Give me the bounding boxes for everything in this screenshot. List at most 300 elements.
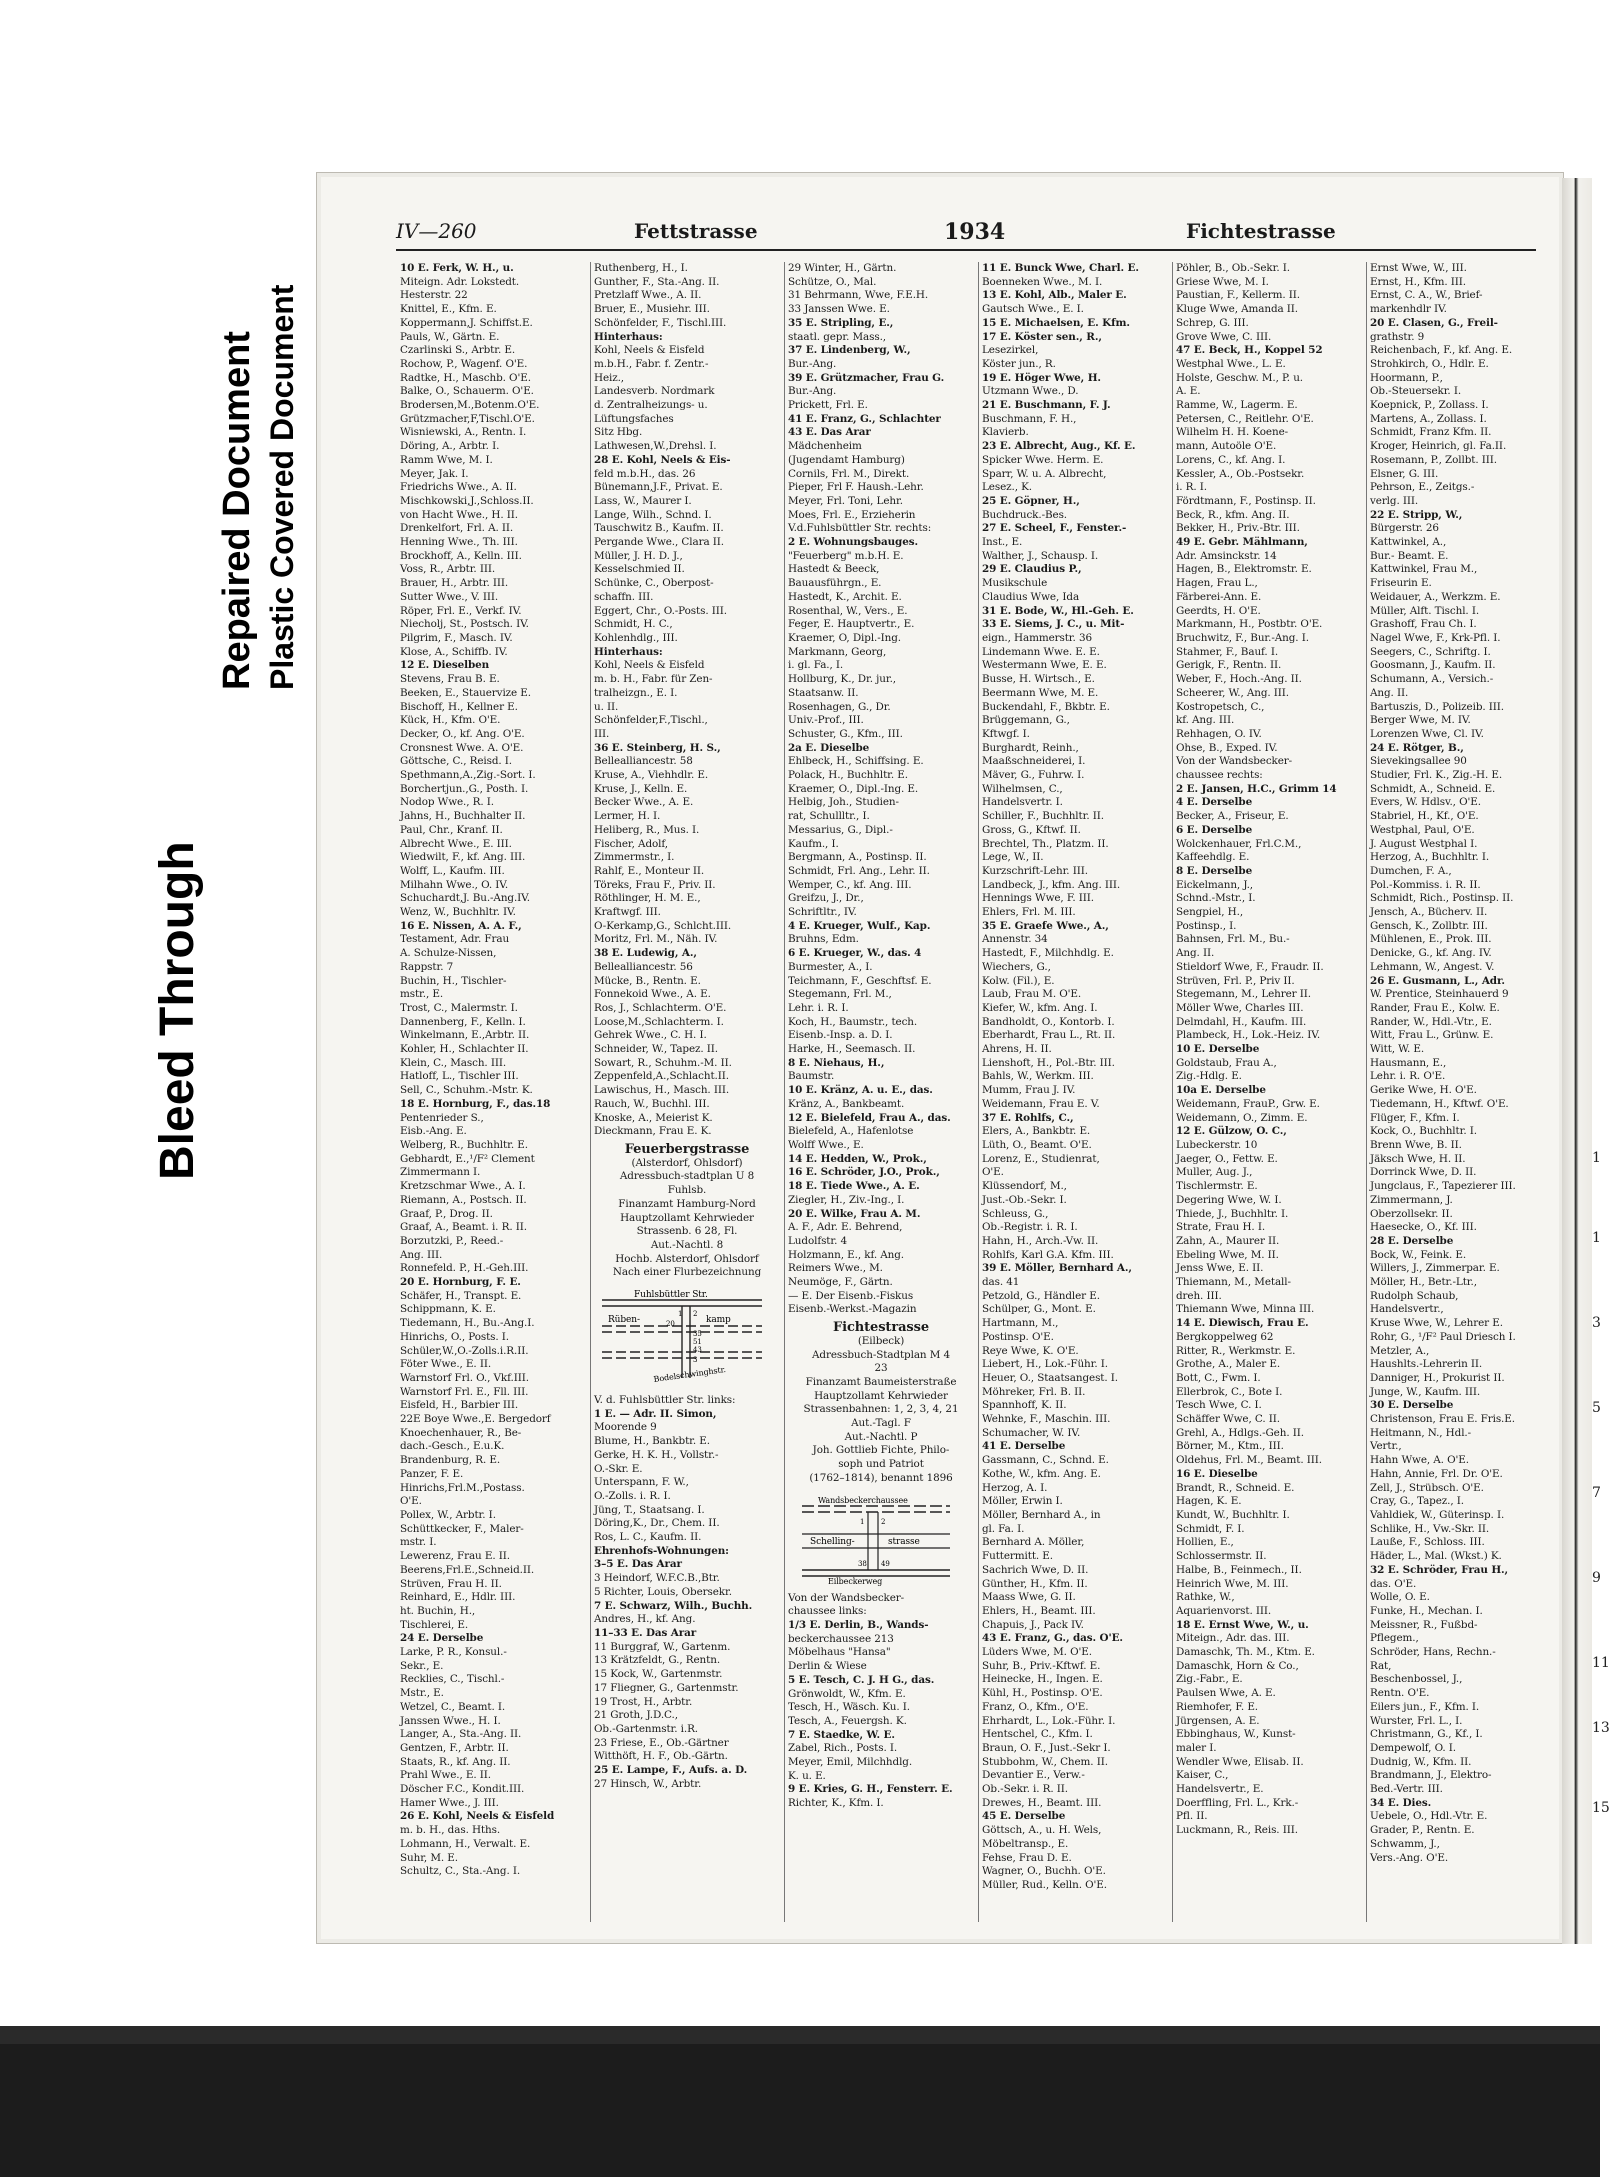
street-section-line: Joh. Gottlieb Fichte, Philo-: [812, 1444, 950, 1457]
directory-entry: A. Schulze-Nissen,: [400, 947, 497, 960]
directory-entry: 15 E. Michaelsen, E. Kfm.: [982, 316, 1130, 329]
directory-entry: Ehrenhofs-Wohnungen:: [594, 1544, 729, 1557]
directory-entry: Koepnick, P., Zollass. I.: [1370, 399, 1489, 412]
directory-entry: Lorenzen Wwe, Cl. IV.: [1370, 727, 1484, 740]
directory-entry: m. b. H., Fabr. für Zen-: [594, 673, 713, 686]
directory-entry: Tischlerei, E.: [400, 1618, 469, 1631]
directory-entry: Balke, O., Schauerm. O'E.: [400, 385, 534, 398]
directory-column-6: [1370, 262, 1556, 1922]
directory-entry: Rosenhagen, G., Dr.: [788, 700, 891, 713]
directory-entry: Stubbohm, W., Chem. II.: [982, 1755, 1108, 1768]
directory-entry: Zimmermstr., I.: [594, 851, 675, 864]
directory-entry: 11 E. Bunck Wwe, Charl. E.: [982, 262, 1139, 274]
street-section-line: Aut.-Tagl. F: [851, 1417, 911, 1430]
street-section-line: Hauptzollamt Kehrwieder: [620, 1211, 754, 1224]
directory-entry: Maass Wwe, G. II.: [982, 1591, 1076, 1604]
directory-entry: Möller Wwe, Charles III.: [1176, 1001, 1304, 1014]
directory-entry: Becker Wwe., A. E.: [594, 796, 694, 809]
directory-entry: Staats, R., kf. Ang. II.: [400, 1755, 511, 1768]
directory-entry: Buchin, H., Tischler-: [400, 974, 507, 987]
directory-entry: Vahldiek, W., Güterinsp. I.: [1370, 1508, 1505, 1521]
directory-entry: Wiedwilt, F., kf. Ang. III.: [400, 851, 526, 864]
directory-entry: Kessler, A., Ob.-Postsekr.: [1176, 467, 1305, 480]
directory-entry: Lüftungsfaches: [594, 412, 674, 425]
directory-entry: Pehrson, E., Zeitgs.-: [1370, 481, 1475, 494]
directory-entry: Zig.-Hdlg. E.: [1176, 1070, 1242, 1083]
directory-entry: Töreks, Frau F., Priv. II.: [594, 878, 716, 891]
directory-entry: Gentzen, F., Arbtr. II.: [400, 1741, 509, 1754]
directory-entry: Heliberg, R., Mus. I.: [594, 823, 700, 836]
directory-entry: Heuer, O., Staatsangest. I.: [982, 1371, 1118, 1384]
directory-entry: Boenneken Wwe., M. I.: [982, 275, 1103, 288]
directory-entry: 39 E. Möller, Bernhard A.,: [982, 1262, 1132, 1275]
directory-entry: m.b.H., Fabr. f. Zentr.-: [594, 357, 709, 370]
directory-entry: Kraemer, O., Dipl.-Ing. E.: [788, 782, 919, 795]
directory-entry: Beerens,Frl.E.,Schneid.II.: [400, 1563, 535, 1576]
directory-entry: 19 Trost, H., Arbtr.: [594, 1695, 693, 1708]
directory-entry: 8 E. Niehaus, H.,: [788, 1056, 885, 1069]
directory-entry: gl. Fa. I.: [982, 1522, 1025, 1535]
directory-entry: Weidemann, Frau E. V.: [982, 1097, 1100, 1110]
directory-entry: Eisenb.-Insp. a. D. I.: [788, 1029, 893, 1042]
directory-entry: Ros, J., Schlachterm. O'E.: [594, 1001, 727, 1014]
directory-entry: Hahn, H., Arch.-Vw. II.: [982, 1234, 1099, 1247]
directory-entry: Bahnsen, Frl. M., Bu.-: [1176, 933, 1290, 946]
directory-entry: Chapuis, J., Pack IV.: [982, 1618, 1084, 1631]
directory-entry: Kothe, W., kfm. Ang. E.: [982, 1467, 1101, 1480]
directory-entry: Tesch Wwe, C. I.: [1176, 1399, 1262, 1412]
directory-entry: Jaeger, O., Fettw. E.: [1176, 1152, 1278, 1165]
directory-entry: Schuster, G., Kfm., III.: [788, 727, 903, 740]
directory-entry: Ernst Wwe, W., III.: [1370, 262, 1467, 274]
directory-entry: mstr. I.: [400, 1536, 437, 1549]
directory-entry: 17 E. Köster sen., R.,: [982, 330, 1102, 343]
directory-entry: 45 E. Derselbe: [982, 1810, 1066, 1823]
directory-entry: Radtke, H., Maschb. O'E.: [400, 371, 531, 384]
directory-entry: Schumacher, W. IV.: [982, 1426, 1081, 1439]
directory-entry: 21 Groth, J.D.C.,: [594, 1709, 678, 1722]
directory-entry: Decker, O., kf. Ang. O'E.: [400, 727, 525, 740]
directory-entry: Sekr., E.: [400, 1659, 444, 1672]
directory-entry: Holzmann, E., kf. Ang.: [788, 1248, 904, 1261]
directory-entry: Lüders Wwe, M. O'E.: [982, 1646, 1092, 1659]
directory-entry: Zimmermann I.: [400, 1166, 481, 1179]
directory-entry: Hinrichs,Frl.M.,Postass.: [400, 1481, 525, 1494]
map-house-number: 2: [693, 1310, 698, 1319]
directory-entry: Heinrich Wwe, M. III.: [1176, 1577, 1289, 1590]
map-label: Rüben-: [608, 1315, 640, 1326]
directory-entry: Eickelmann, J.,: [1176, 878, 1253, 891]
directory-entry: Christmann, G., Kf., I.: [1370, 1728, 1483, 1741]
directory-entry: Holste, Geschw. M., P. u.: [1176, 371, 1303, 384]
directory-entry: Sachrich Wwe, D. II.: [982, 1563, 1089, 1576]
directory-entry: Schneider, W., Tapez. II.: [594, 1043, 719, 1056]
directory-entry: Schlike, H., Vw.-Skr. II.: [1370, 1522, 1490, 1535]
street-map-svg: [594, 1286, 770, 1386]
directory-entry: Tauschwitz B., Kaufm. II.: [594, 522, 724, 535]
directory-entry: Dieckmann, Frau E. K.: [594, 1125, 712, 1138]
directory-entry: 23 Friese, E., Ob.-Gärtner: [594, 1736, 729, 1749]
directory-entry: Eberhardt, Frau L., Rt. II.: [982, 1029, 1116, 1042]
directory-entry: 12 E. Dieselben: [400, 659, 490, 672]
directory-entry: Christenson, Frau E. Fris.E.: [1370, 1413, 1515, 1426]
directory-entry: Bischoff, H., Kellner E.: [400, 700, 518, 713]
directory-entry: Busse, H. Wirtsch., E.: [982, 673, 1095, 686]
directory-entry: Hoormann, P.,: [1370, 371, 1443, 384]
directory-entry: Tischlermstr. E.: [1176, 1180, 1258, 1193]
directory-entry: 17 Fliegner, G., Gartenmstr.: [594, 1681, 739, 1694]
directory-entry: 43 E. Franz, G., das. O'E.: [982, 1632, 1123, 1645]
directory-entry: Suhr, B., Priv.-Kftwf. E.: [982, 1659, 1101, 1672]
directory-entry: 1 E. — Adr. II. Simon,: [594, 1407, 717, 1420]
directory-entry: Lathwesen,W.,Drehsl. I.: [594, 440, 717, 453]
directory-entry: Heiz.,: [594, 371, 625, 384]
directory-entry: Rohlfs, Karl G.A. Kfm. III.: [982, 1248, 1114, 1261]
directory-entry: Greifzu, J., Dr.,: [788, 892, 864, 905]
directory-entry: Ludolfstr. 4: [788, 1234, 848, 1247]
directory-entry: Dannenberg, F., Kelln. I.: [400, 1015, 526, 1028]
directory-entry: chaussee links:: [788, 1605, 867, 1618]
directory-entry: Lesez., K.: [982, 481, 1032, 494]
directory-entry: Voss, R., Arbtr. III.: [400, 563, 496, 576]
directory-entry: Bergmann, A., Postinsp. II.: [788, 851, 927, 864]
directory-entry: Rochow, P., Wagenf. O'E.: [400, 357, 528, 370]
directory-entry: Czarlinski S., Arbtr. E.: [400, 344, 516, 357]
directory-entry: Schmidt, Franz Kfm. II.: [1370, 426, 1492, 439]
directory-entry: Kattwinkel, A.,: [1370, 536, 1447, 549]
directory-entry: Kock, O., Buchhltr. I.: [1370, 1125, 1477, 1138]
directory-entry: Hennings Wwe, F. III.: [982, 892, 1094, 905]
directory-entry: Ob.-Gartenmstr. i.R.: [594, 1722, 699, 1735]
street-section-line: Finanzamt Hamburg-Nord: [618, 1197, 756, 1210]
directory-entry: Futtermitt. E.: [982, 1550, 1053, 1563]
directory-entry: 26 E. Gusmann, L., Adr.: [1370, 974, 1505, 987]
directory-entry: Kesselschmied II.: [594, 563, 685, 576]
directory-entry: Kretzschmar Wwe., A. I.: [400, 1180, 526, 1193]
edge-digit: 7: [1592, 1485, 1601, 1501]
directory-entry: Stevens, Frau B. E.: [400, 673, 500, 686]
directory-entry: Hartmann, M.,: [982, 1317, 1059, 1330]
directory-entry: 37 E. Rohlfs, C.,: [982, 1111, 1074, 1124]
directory-entry: Gunther, F., Sta.-Ang. II.: [594, 275, 720, 288]
directory-entry: feld m.b.H., das. 26: [594, 467, 696, 480]
map-label: strasse: [888, 1536, 920, 1547]
directory-entry: Röthlinger, H. M. E.,: [594, 892, 701, 905]
directory-entry: Henning Wwe., Th. III.: [400, 536, 518, 549]
directory-entry: Kruse, J., Kelln. E.: [594, 782, 688, 795]
directory-entry: 43 E. Das Arar: [788, 426, 871, 439]
directory-entry: Gerke, H. K. H., Vollstr.-: [594, 1448, 719, 1461]
directory-entry: Weidemann, O., Zimm. E.: [1176, 1111, 1308, 1124]
directory-entry: Friedrichs Wwe., A. II.: [400, 481, 517, 494]
directory-entry: Jürgensen, A. E.: [1176, 1714, 1260, 1727]
directory-entry: O'E.: [400, 1495, 422, 1508]
directory-entry: Möller, H., Betr.-Ltr.,: [1370, 1276, 1477, 1289]
directory-entry: Wendler Wwe, Elisab. II.: [1176, 1755, 1304, 1768]
directory-entry: Winkelmann, E.,Arbtr. II.: [400, 1029, 530, 1042]
directory-entry: Walther, J., Schausp. I.: [982, 549, 1099, 562]
directory-entry: Aquarienvorst. III.: [1176, 1604, 1272, 1617]
directory-entry: 41 E. Derselbe: [982, 1440, 1066, 1453]
directory-entry: Bartuszis, D., Polizeib. III.: [1370, 700, 1504, 713]
directory-entry: Recklies, C., Tischl.-: [400, 1673, 505, 1686]
directory-entry: u. II.: [594, 700, 619, 713]
directory-entry: 20 E. Wilke, Frau A. M.: [788, 1207, 921, 1220]
directory-entry: 3 Heindorf, W.F.C.B.,Btr.: [594, 1572, 720, 1585]
directory-entry: Studier, Frl. K., Zig.-H. E.: [1370, 769, 1503, 782]
directory-entry: Claudius Wwe, Ida: [982, 590, 1080, 603]
directory-entry: i. gl. Fa., I.: [788, 659, 844, 672]
directory-entry: Lienshoft, H., Pol.-Btr. III.: [982, 1056, 1115, 1069]
directory-entry: Ros, L. C., Kaufm. II.: [594, 1531, 702, 1544]
directory-entry: Ob.-Sekr. i. R. II.: [982, 1783, 1068, 1796]
directory-entry: 14 E. Diewisch, Frau E.: [1176, 1317, 1309, 1330]
directory-entry: Griese Wwe, M. I.: [1176, 275, 1269, 288]
directory-entry: Oberzollsekr. II.: [1370, 1207, 1453, 1220]
directory-entry: O'E.: [982, 1166, 1004, 1179]
directory-entry: Fördtmann, F., Postinsp. II.: [1176, 494, 1316, 507]
directory-entry: Seegers, C., Schriftg. I.: [1370, 645, 1491, 658]
directory-entry: O.-Skr. E.: [594, 1462, 643, 1475]
directory-entry: Burghardt, Reinh.,: [982, 741, 1079, 754]
directory-entry: Derlin & Wiese: [788, 1660, 867, 1673]
page-header: [396, 217, 1536, 251]
directory-entry: Geerdts, H. O'E.: [1176, 604, 1261, 617]
directory-entry: Jungclaus, F., Tapezierer III.: [1370, 1180, 1516, 1193]
directory-entry: 35 E. Stripling, E.,: [788, 316, 894, 329]
directory-entry: maler I.: [1176, 1741, 1217, 1754]
directory-entry: Wilhelm H. H. Koene-: [1176, 426, 1289, 439]
column-divider: [978, 262, 979, 1922]
street-section-line: Aut.-Nachtl. P: [844, 1430, 918, 1443]
directory-entry: Schumann, A., Versich.-: [1370, 673, 1494, 686]
directory-entry: Ramm Wwe, M. I.: [400, 453, 493, 466]
directory-entry: 18 E. Ernst Wwe, W., u.: [1176, 1618, 1309, 1631]
street-section-line: (Eilbeck): [857, 1334, 905, 1347]
directory-entry: Drenkelfort, Frl. A. II.: [400, 522, 514, 535]
directory-entry: 35 E. Graefe Wwe., A.,: [982, 919, 1109, 932]
directory-entry: Bielefeld, A., Hafenlotse: [788, 1125, 914, 1138]
directory-entry: Schlossermstr. II.: [1176, 1550, 1267, 1563]
directory-column-3: [788, 262, 974, 1922]
column-divider: [784, 262, 785, 1922]
directory-entry: Wurster, Frl. L., I.: [1370, 1714, 1463, 1727]
directory-entry: Sitz Hbg.: [594, 426, 643, 439]
directory-entry: Knoske, A., Meierist K.: [594, 1111, 713, 1124]
directory-entry: Just.-Ob.-Sekr. I.: [982, 1193, 1067, 1206]
directory-entry: Brandmann, J., Elektro-: [1370, 1769, 1492, 1782]
directory-entry: 28 E. Derselbe: [1370, 1234, 1454, 1247]
directory-entry: Hastedt & Beeck,: [788, 563, 880, 576]
street-section-title: Feuerbergstrasse: [624, 1142, 750, 1157]
directory-entry: Sievekingsallee 90: [1370, 755, 1467, 768]
directory-entry: Kroger, Heinrich, gl. Fa.II.: [1370, 440, 1507, 453]
street-map: [788, 1492, 964, 1584]
directory-entry: Röper, Frl. E., Verkf. IV.: [400, 604, 522, 617]
directory-entry: Pieper, Frl F. Haush.-Lehr.: [788, 481, 924, 494]
directory-entry: J. August Westphal I.: [1370, 837, 1478, 850]
directory-entry: 33 Janssen Wwe. E.: [788, 303, 890, 316]
directory-entry: Kränz, A., Bankbeamt.: [788, 1097, 905, 1110]
directory-entry: Kluge Wwe, Amanda II.: [1176, 303, 1299, 316]
directory-entry: Doerffling, Frl. L., Krk.-: [1176, 1796, 1299, 1809]
edge-digit: 15: [1592, 1800, 1610, 1816]
directory-entry: Ehrhardt, L., Lok.-Führ. I.: [982, 1714, 1116, 1727]
directory-entry: Zell, J., Strübsch. O'E.: [1370, 1481, 1484, 1494]
map-house-number: 3: [693, 1356, 698, 1365]
directory-entry: Schmidt, H. C.,: [594, 618, 673, 631]
directory-entry: Pretzlaff Wwe., A. II.: [594, 289, 702, 302]
directory-entry: Gross, G., Kftwf. II.: [982, 823, 1081, 836]
directory-entry: Lüth, O., Beamt. O'E.: [982, 1139, 1092, 1151]
directory-entry: 22 E. Stripp, W.,: [1370, 508, 1463, 521]
directory-entry: beckerchaussee 213: [788, 1632, 894, 1645]
directory-entry: Kundt, W., Buchhltr. I.: [1176, 1508, 1290, 1521]
directory-entry: Bur.-Ang.: [788, 385, 837, 398]
directory-entry: Willers, J., Zimmerpar. E.: [1370, 1262, 1500, 1275]
directory-entry: Mumm, Frau J. IV.: [982, 1084, 1076, 1097]
directory-entry: Petersen, C., Reitlehr. O'E.: [1176, 412, 1314, 425]
directory-entry: 11–33 E. Das Arar: [594, 1626, 697, 1639]
directory-entry: Hagen, K. E.: [1176, 1495, 1242, 1508]
directory-entry: 24 E. Derselbe: [400, 1632, 484, 1645]
directory-entry: Kraftwgf. III.: [594, 906, 661, 919]
directory-entry: Rauch, W., Buchhl. III.: [594, 1097, 710, 1110]
directory-entry: Goosmann, J., Kaufm. II.: [1370, 659, 1496, 672]
directory-entry: Kolw. (Fil.), E.: [982, 974, 1055, 987]
directory-entry: Rehhagen, O. IV.: [1176, 727, 1262, 740]
repaired-document-label: Repaired Document: [216, 331, 258, 690]
directory-entry: "Feuerberg" m.b.H. E.: [788, 549, 904, 562]
directory-entry: von Hacht Wwe., H. II.: [400, 508, 518, 521]
directory-entry: V.d.Fuhlsbüttler Str. rechts:: [788, 522, 932, 535]
directory-entry: Liebert, H., Lok.-Führ. I.: [982, 1358, 1108, 1371]
directory-entry: Eggert, Chr., O.-Posts. III.: [594, 604, 727, 617]
directory-entry: Bock, W., Feink. E.: [1370, 1248, 1467, 1261]
directory-entry: Rentn. O'E.: [1370, 1687, 1430, 1700]
directory-entry: Janssen Wwe., H. I.: [400, 1714, 501, 1727]
directory-entry: Brüggemann, G.,: [982, 714, 1070, 727]
directory-entry: Möller, Erwin I.: [982, 1495, 1063, 1508]
directory-entry: Beermann Wwe, M. E.: [982, 686, 1099, 699]
directory-entry: Bed.-Vertr. III.: [1370, 1783, 1443, 1796]
directory-entry: 16 E. Dieselbe: [1176, 1467, 1258, 1480]
directory-entry: Andres, H., kf. Ang.: [594, 1613, 696, 1626]
directory-entry: Graaf, P., Drog. II.: [400, 1207, 493, 1220]
directory-entry: Helbig, Joh., Studien-: [788, 796, 899, 809]
directory-entry: Rathke, W.,: [1176, 1591, 1235, 1604]
directory-entry: Blume, H., Bankbtr. E.: [594, 1435, 710, 1448]
directory-entry: Witt, Frau L., Grünw. E.: [1370, 1029, 1494, 1042]
street-section-line: Adressbuch-stadtplan U 8: [619, 1170, 755, 1183]
directory-entry: Pergande Wwe., Clara II.: [594, 536, 724, 549]
directory-entry: A. E.: [1176, 385, 1201, 398]
top-margin: [0, 0, 1600, 48]
directory-entry: 8 E. Derselbe: [1176, 864, 1253, 877]
directory-entry: Stabriel, H., Kf., O'E.: [1370, 810, 1479, 823]
directory-entry: Schönfelder, F., Tischl.III.: [594, 316, 727, 329]
directory-entry: Spannhoff, K. II.: [982, 1399, 1067, 1412]
directory-entry: Börner, M., Ktm., III.: [1176, 1440, 1284, 1453]
directory-entry: Ernst, C. A., W., Brief-: [1370, 289, 1483, 302]
edge-digit: 3: [1592, 1315, 1601, 1331]
directory-entry: Testament, Adr. Frau: [400, 933, 510, 946]
directory-entry: Haesecke, O., Kf. III.: [1370, 1221, 1477, 1234]
map-label: Wandsbeckerchaussee: [818, 1495, 908, 1505]
directory-entry: Grove Wwe, C. III.: [1176, 330, 1272, 343]
directory-entry: Ang. III.: [400, 1248, 443, 1261]
directory-entry: Bellealliancestr. 58: [594, 755, 693, 768]
directory-entry: Tiedemann, H., Bu.-Ang.I.: [400, 1317, 535, 1330]
directory-entry: Ebeling Wwe, M. II.: [1176, 1248, 1279, 1261]
directory-entry: Ramme, W., Lagerm. E.: [1176, 399, 1298, 412]
directory-entry: Kaffeehdlg. E.: [1176, 851, 1250, 864]
directory-entry: Mücke, B., Rentn. E.: [594, 974, 701, 987]
directory-entry: Cornils, Frl. M., Direkt.: [788, 467, 910, 480]
directory-entry: Flüger, F., Kfm. I.: [1370, 1111, 1460, 1124]
directory-entry: Möbeltransp., E.: [982, 1837, 1069, 1850]
directory-entry: 30 E. Derselbe: [1370, 1399, 1454, 1412]
directory-entry: Wolff, L., Kaufm. III.: [400, 864, 505, 877]
directory-entry: dreh. III.: [1176, 1289, 1222, 1302]
directory-entry: Handelsvertr., E.: [1176, 1783, 1264, 1796]
directory-entry: rat, Schullltr., I.: [788, 810, 870, 823]
directory-entry: Wagner, O., Buchh. O'E.: [982, 1865, 1106, 1878]
directory-entry: Strohkirch, O., Hdlr. E.: [1370, 357, 1489, 370]
directory-entry: mstr., E.: [400, 988, 444, 1001]
directory-entry: Brodersen,M.,Botenm.O'E.: [400, 399, 540, 412]
directory-entry: 28 E. Kohl, Neels & Eis-: [594, 453, 731, 466]
directory-entry: 41 E. Franz, G., Schlachter: [788, 412, 941, 425]
directory-entry: Plambeck, H., Lok.-Heiz. IV.: [1176, 1029, 1321, 1042]
directory-entry: Bürgerstr. 26: [1370, 522, 1439, 535]
map-label: Bodelschwinghstr.: [653, 1364, 727, 1385]
directory-entry: 9 E. Kries, G. H., Fensterr. E.: [788, 1783, 953, 1796]
directory-entry: Muller, Aug. J.,: [1176, 1166, 1253, 1179]
directory-entry: Schütze, O., Mal.: [788, 275, 877, 288]
directory-entry: Strüven, Frl. P., Priv II.: [1176, 974, 1295, 987]
directory-entry: 6 E. Derselbe: [1176, 823, 1253, 836]
directory-entry: Heinecke, H., Ingen. E.: [982, 1673, 1103, 1686]
directory-entry: 47 E. Beck, H., Koppel 52: [1176, 344, 1323, 357]
directory-entry: Landesverb. Nordmark: [594, 385, 715, 398]
directory-entry: Gebhardt, E.,¹/F² Clement: [400, 1152, 535, 1165]
directory-entry: Tesch, A., Feuergsh. K.: [788, 1714, 907, 1727]
directory-entry: Vers.-Ang. O'E.: [1370, 1851, 1449, 1864]
directory-entry: 25 E. Lampe, F., Aufs. a. D.: [594, 1764, 748, 1777]
directory-entry: Ellerbrok, C., Bote I.: [1176, 1385, 1283, 1398]
directory-entry: Reye Wwe, K. O'E.: [982, 1344, 1079, 1357]
directory-entry: Möhreker, Frl. B. II.: [982, 1385, 1086, 1398]
edge-digit: 1: [1592, 1230, 1601, 1246]
directory-entry: Langer, A., Sta.-Ang. II.: [400, 1728, 522, 1741]
directory-entry: Schülper, G., Mont. E.: [982, 1303, 1096, 1316]
street-map-svg: [788, 1492, 964, 1584]
directory-entry: Schünke, C., Oberpost-: [594, 577, 714, 590]
directory-entry: Schultz, C., Sta.-Ang. I.: [400, 1865, 521, 1878]
directory-entry: Döscher F.C., Kondit.III.: [400, 1783, 525, 1796]
directory-entry: Lindemann Wwe. E. E.: [982, 645, 1100, 658]
directory-column-4: [982, 262, 1168, 1922]
directory-entry: Weidauer, A., Werkzm. E.: [1370, 590, 1501, 603]
directory-entry: Brockhoff, A., Kelln. III.: [400, 549, 522, 562]
directory-entry: Grützmacher,F,Tischl.O'E.: [400, 412, 535, 425]
directory-entry: Harke, H., Seemasch. II.: [788, 1043, 916, 1056]
directory-entry: Rander, W., Hdl.-Vtr., E.: [1370, 1015, 1492, 1028]
directory-entry: Moorende 9: [594, 1421, 657, 1434]
street-section-line: Hochb. Alsterdorf, Ohlsdorf: [615, 1252, 759, 1265]
directory-entry: Petzold, G., Händler E.: [982, 1289, 1100, 1302]
